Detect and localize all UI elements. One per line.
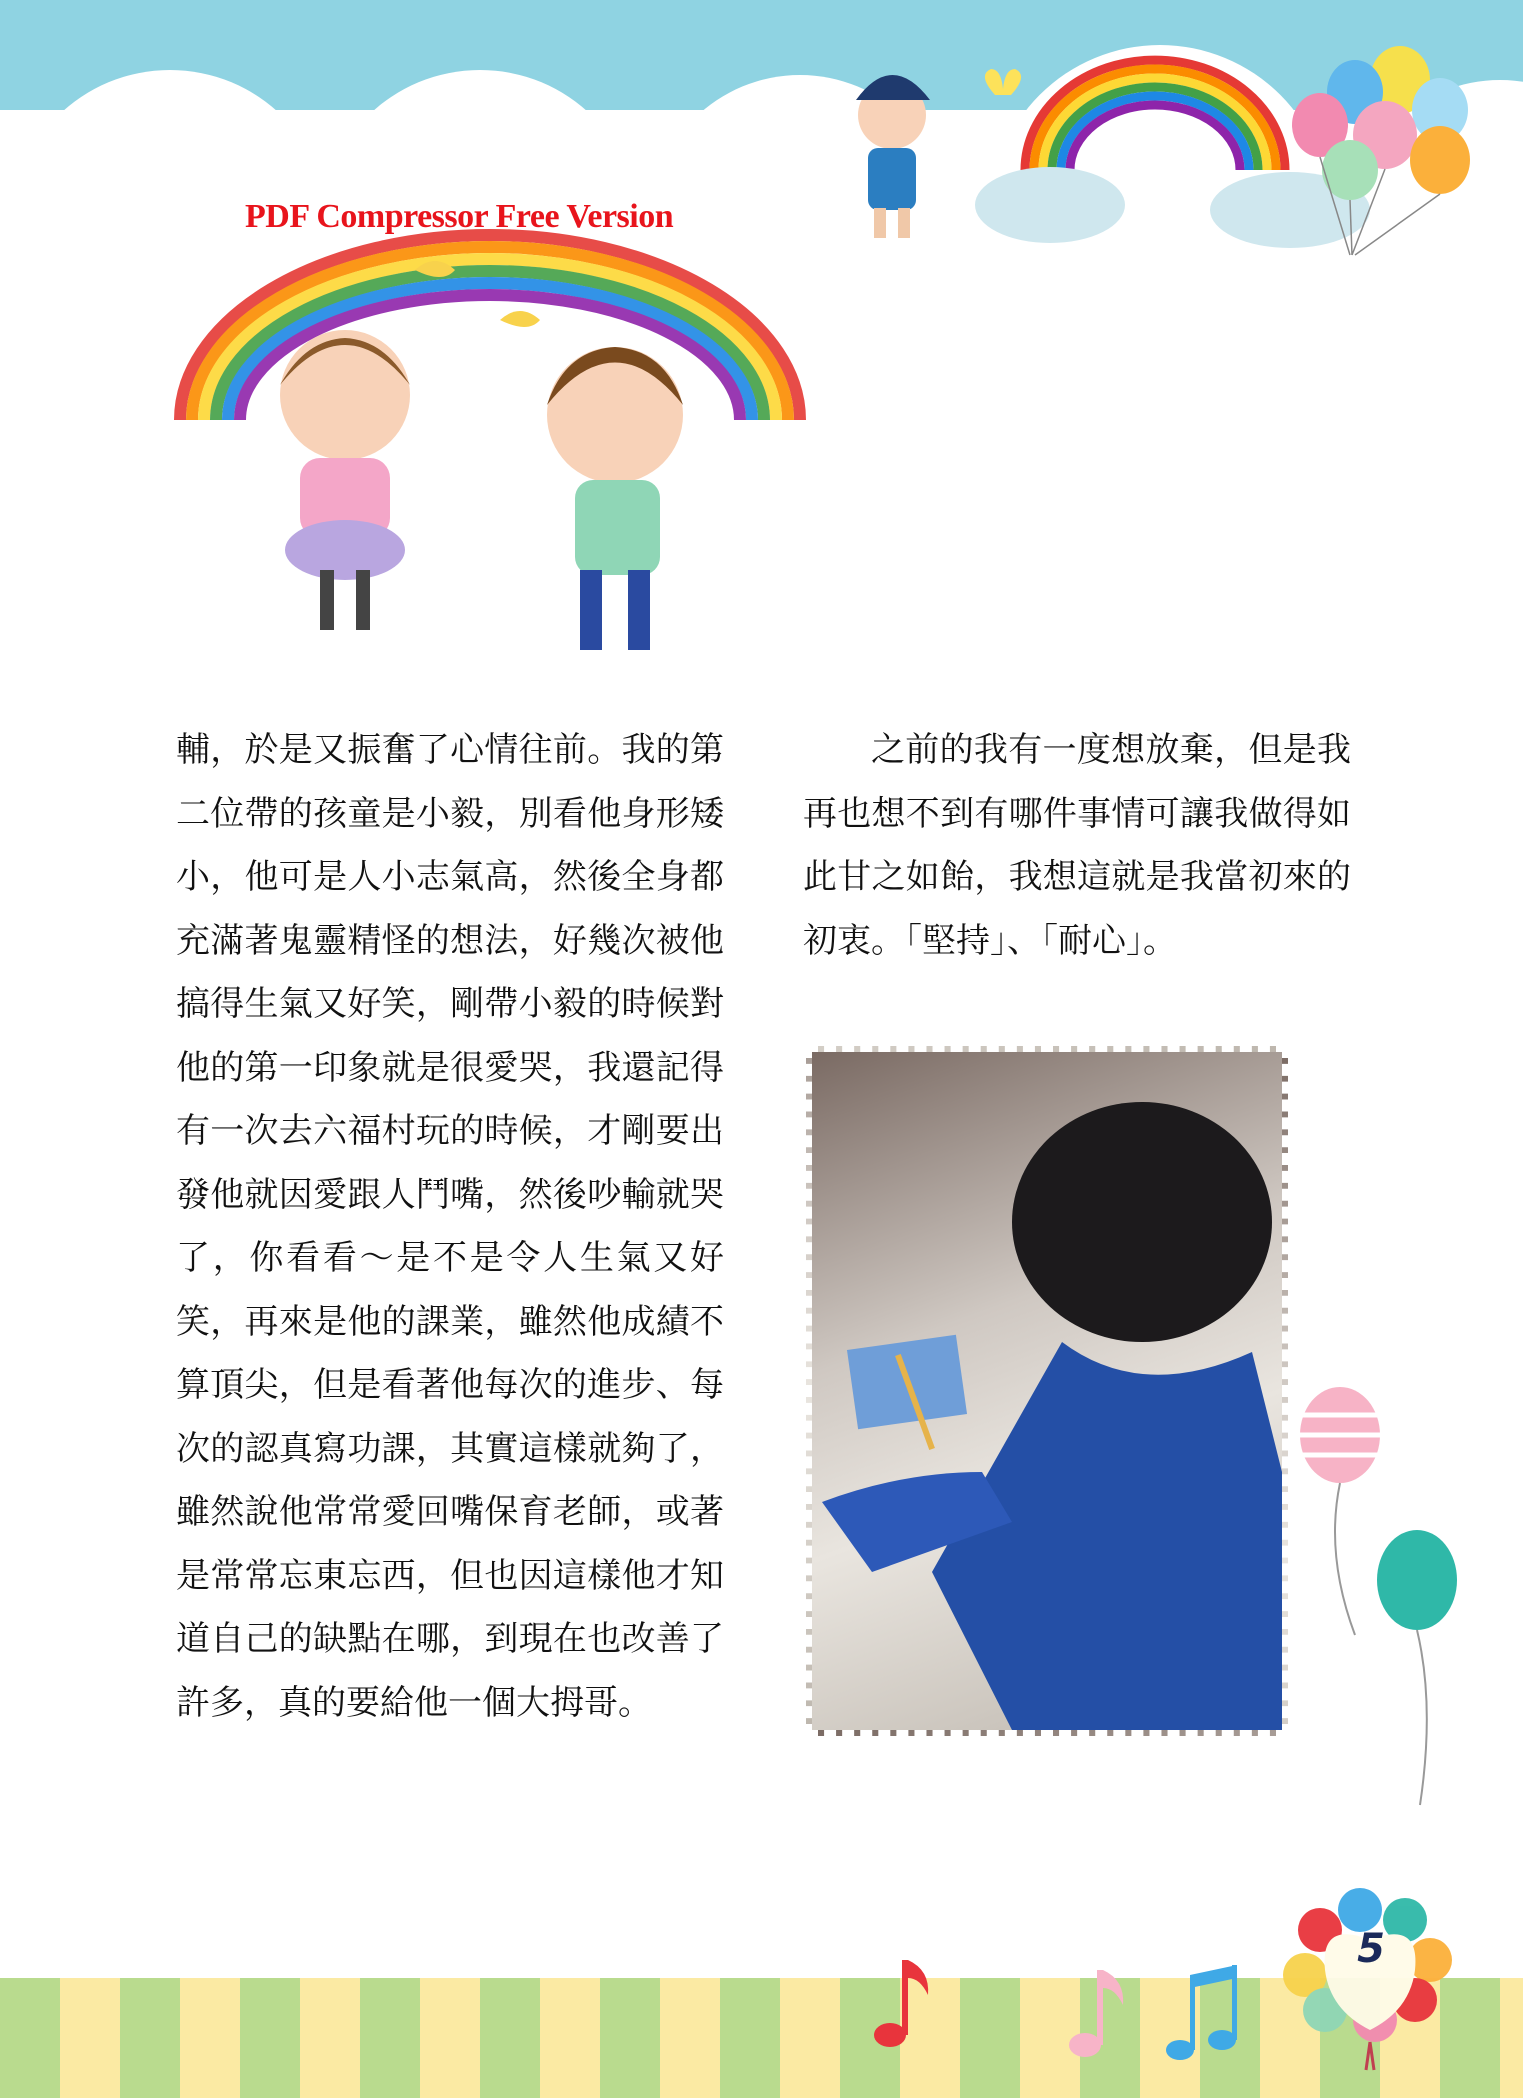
girl-child-icon	[280, 330, 410, 630]
red-music-note-icon	[874, 1960, 928, 2047]
article-paragraph-right: 之前的我有一度想放棄，但是我再也想不到有哪件事情可讓我做得如此甘之如飴，我想這就是我當初來的初衷。「堅持」、「耐心」。	[803, 730, 1351, 961]
children-rainbow-illustration	[160, 220, 860, 680]
boy-child-icon	[547, 347, 683, 650]
article-paragraph-left: 輔，於是又振奮了心情往前。我的第二位帶的孩童是小毅，別看他身形矮小，他可是人小志氣高，然後全身都充滿著鬼靈精怪的想法，好幾次被他搞得生氣又好笑，剛帶小毅的時候對他的第一印象就是很愛哭，我還記得有一次去六福村玩的時候，才剛要出發他就因愛跟人鬥嘴，然後吵輸就哭了，你看看～是不是令人生氣又好笑，再來是他的課業，雖然他成績不算頂尖，但是看著他每次的進步、每次的認真寫功課，其實這樣就夠了，雖然說他常常愛回嘴保育老師，或著是常常忘東忘西，但也因這樣他才知道自己的缺點在哪，到現在也改善了許多，真的要給他一個大拇哥。	[176, 730, 724, 1723]
teal-balloon-icon	[1377, 1530, 1457, 1805]
striped-balloon-icon	[1300, 1387, 1380, 1635]
boy-writing-photo-image	[812, 1052, 1282, 1730]
watermark-text: PDF Compressor Free Version	[245, 198, 674, 235]
music-notes-decoration	[860, 1950, 1240, 2070]
blue-music-note-icon	[1166, 1965, 1237, 2060]
bird-icon	[500, 311, 540, 327]
side-balloons-decoration	[1285, 1375, 1465, 1815]
photo-boy-writing	[806, 1046, 1288, 1736]
page-number: 5	[1357, 1926, 1385, 1972]
pink-music-note-icon	[1069, 1970, 1123, 2057]
page-number-balloons-icon	[1280, 1880, 1460, 2080]
